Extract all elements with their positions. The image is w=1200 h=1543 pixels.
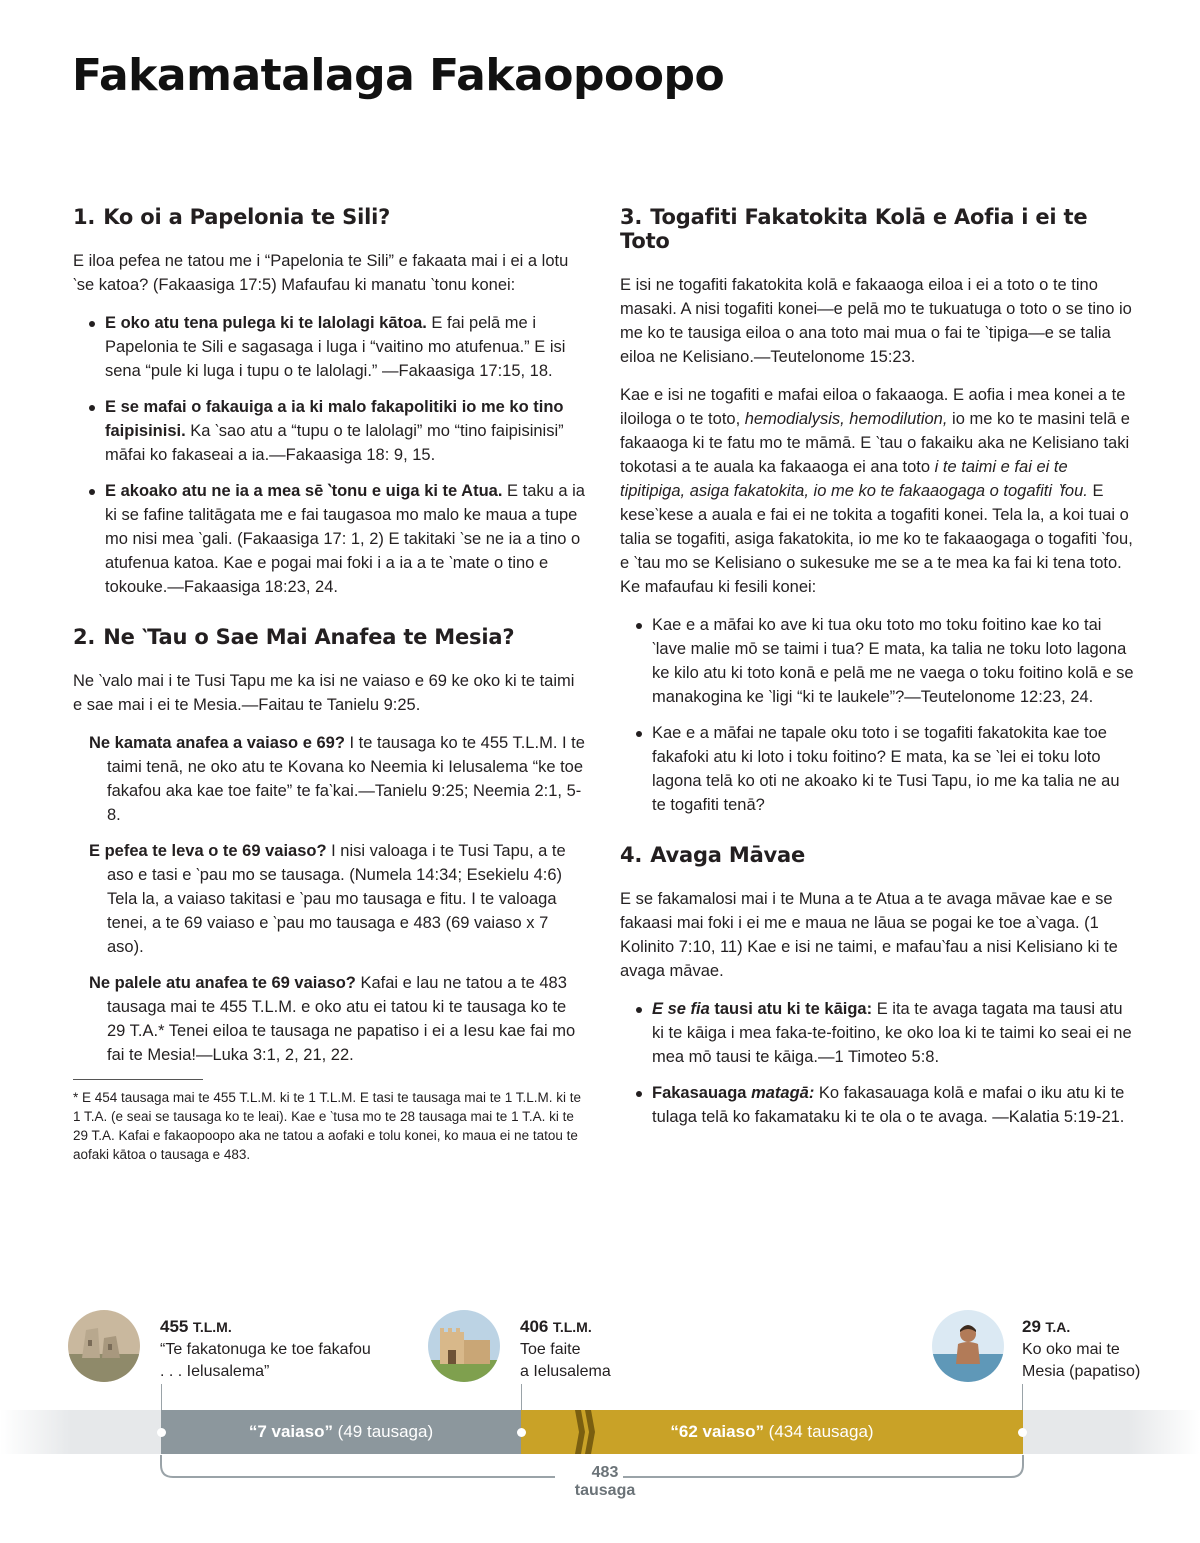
bullet-text: E ita te avaga tagata ma tausi atu ki te kāiga i mea faka-te-foitino, ke oko loa ki te taimi ko seai ei ne mea mō tausi te kāiga.—1 Timoteo 5:8. (652, 1000, 1132, 1066)
milestone-desc: . . . Ielusalema” (160, 1363, 270, 1380)
paragraph: E isi ne togafiti fakatokita kolā e fakaaoga eiloa i ei a toto o te tino masaki. A nisi togafiti konei—e pelā mo te tukuatuga o toto o se tino io me ko te tausiga eiloa o ana toto mai mua o fai te ‵tipiga—e se talia eiloa ne Kelisiano.—Teutelonome 15:23. (620, 276, 1132, 366)
bullet-list (620, 613, 1135, 817)
total-years (560, 1464, 650, 1500)
question-item (89, 971, 588, 1067)
bullet-lead: E se mafai o fakauiga a ia ki malo fakapolitiki io me ko tino faipisinisi. (105, 398, 564, 440)
milestone-406 (520, 1316, 611, 1383)
bullet-text: E taku a ia ki se fafine talitāgata me e fai taugasoa mo malo ke maua a tupe mo nisi mea ‵gali. (Fakaasiga 17: 1, 2) E takitaki ‵se ne ia a tino o atufenua katoa. Kae e pogai mai foki i a ia a te ‵mate o tino e tokouke.—Fakaasiga 18:23, 24. (105, 482, 585, 596)
question-block (73, 731, 588, 827)
milestone-desc: “Te fakatonuga ke toe fakafou (160, 1341, 371, 1358)
list-item: Kae e a māfai ko ave ki tua oku toto mo toku foitino kae ko tai ‵lave malie mō se taimi i tua? E mata, ka talia ne toku loto lagona ke kilo atu ki toto konā e pelā me ne vaega o toku foitino kolā e se manakogina ke ‵ligi “ki te laukele”?—Teutelonome 12:23, 24. (634, 613, 1135, 709)
milestone-era: T.L.M. (192, 1319, 232, 1335)
bullet-list (620, 997, 1135, 1129)
question-lead: Ne kamata anafea a vaiaso e 69? (89, 734, 345, 752)
question-lead: Ne palele atu anafea te 69 vaiaso? (89, 974, 356, 992)
paragraph (620, 383, 1135, 599)
milestone-desc: Toe faite (520, 1341, 581, 1358)
list-item (87, 479, 588, 599)
milestone-era: T.A. (1045, 1319, 1071, 1335)
italic-run: hemodialysis, hemodilution, (744, 410, 948, 428)
section-messiah (73, 625, 588, 1164)
prophecy-timeline (0, 1300, 1200, 1543)
list-item (87, 395, 588, 467)
section-number: 3. (620, 205, 643, 229)
text-run: Kae e isi ne togafiti e mafai eiloa o fakaaoga. E aofia i mea konei a te iloiloga o te toto, (620, 386, 1126, 428)
section-heading (73, 625, 588, 649)
text-run: io me ko te masini telā e fakaaoga ki te fatu mo te māmā. E ‵tau o fakaiku aka ne Kelisiano taki tokotasi a te auala ka fakaaoga ei ana toto (620, 410, 1130, 476)
text-run: E kese‵kese a auala e fai ei ne tokita a togafiti konei. Tela la, a koi tuai o talia se togafiti, asiga fakatokita, io me ko te fakaaogaga o togafiti ‵fou, e ‵tau mo se Kelisiano o sukesuke me se a te mea ka fai ki tena toto. Ke mafaufau ki fesili konei: (620, 482, 1133, 596)
milestone-year: 406 (520, 1317, 549, 1336)
answer-text: I te tausaga ko te 455 T.L.M. I te taimi tenā, ne oko atu te Kovana ko Neemia ki Ielusalema “ke toe fakafou aka kae toe faite” te fa‵kai.—Tanielu 9:25; Neemia 2:1, 5-8. (107, 734, 585, 824)
left-column (73, 205, 588, 1190)
section-heading (620, 843, 1135, 867)
total-number: 483 (591, 1464, 619, 1481)
list-item (634, 1081, 1135, 1129)
footnote: * E 454 tausaga mai te 455 T.L.M. ki te 1 T.L.M. E tasi te tausaga mai te 1 T.L.M. ki te 1 T.A. (e seai se tausaga ko te leai). Kae e ‵tusa mo te 28 tausaga mai te 1 T.A. ki te 29 T.A. Kafai e fakaopoopo aka ne tatou a aofaki e tolu konei, ko maua ei ne tatou te aofaki kātoa o tausaga e 483. (73, 1090, 582, 1162)
bullet-lead: tausi atu ki te kāiga: (709, 1000, 873, 1018)
milestone-desc: a Ielusalema (520, 1363, 611, 1380)
bullet-list (73, 311, 588, 599)
section-heading (73, 205, 588, 229)
segment-label: “7 vaiaso” (248, 1422, 333, 1441)
ruined-city-icon (68, 1310, 140, 1382)
question-item (89, 731, 588, 827)
answer-text: Kafai e lau ne tatou a te 483 tausaga mai te 455 T.L.M. e oko atu ei tatou ki te tausaga ko te 29 T.A.* Tenei eiloa te tausaga ne papatiso i ei a Iesu kae fai mo fai te Mesia!—Luka 3:1, 2, 21, 22. (107, 974, 576, 1064)
section-babylon (73, 205, 588, 599)
section-title: Ko oi a Papelonia te Sili? (103, 205, 391, 229)
right-column (620, 205, 1135, 1155)
list-item: Kae e a māfai ne tapale oku toto i se togafiti fakatokita kae toe fakafoki atu ki loto i toku foitino? E mata, ka se ‵lei ei toku loto lagona telā ko oti ne akoako ki te Tusi Tapu, io me ka talia ne au te togafiti tenā? (634, 721, 1135, 817)
answer-text: I nisi valoaga i te Tusi Tapu, a te aso e tasi e ‵pau mo se tausaga. (Numela 14:34; Esekielu 4:6) Tela la, a vaiaso takitasi e ‵pau mo tausaga e fitu. I te valoaga tenei, a te 69 vaiaso e ‵pau mo tausaga e 483 (69 vaiaso x 7 aso). (107, 842, 566, 956)
section-intro: E iloa pefea ne tatou me i “Papelonia te Sili” e fakaata mai i ei a lotu ‵se katoa? (Fakaasiga 17:5) Mafaufau ki manatu ‵tonu konei: (73, 252, 569, 294)
milestone-29 (1022, 1316, 1140, 1383)
timeline-dot (1018, 1428, 1027, 1437)
italic-run: i te taimi e fai ei te tipitipiga, asiga fakatokita, io me ko te fakaaogaga o togafiti ‵fou. (620, 458, 1088, 500)
section-title: Togafiti Fakatokita Kolā e Aofia i ei te Toto (620, 205, 1088, 253)
list-item (87, 311, 588, 383)
bullet-text: Ka ‵sao atu a “tupu o te lalolagi” mo “tino faipisinisi” māfai ko fakaseai a ia.—Fakaasiga 18: 9, 15. (105, 422, 564, 464)
total-unit: tausaga (574, 1482, 636, 1499)
milestone-455 (160, 1316, 371, 1383)
section-title: Avaga Māvae (650, 843, 806, 867)
segment-62-weeks (521, 1410, 1023, 1454)
bullet-lead-italic: matagā: (751, 1084, 815, 1102)
timeline-dot (157, 1428, 166, 1437)
segment-label: “62 vaiaso” (670, 1422, 764, 1441)
bullet-lead: E oko atu tena pulega ki te lalolagi kātoa. (105, 314, 427, 332)
section-blood (620, 205, 1135, 817)
milestone-year: 29 (1022, 1317, 1041, 1336)
section-title: Ne ‵Tau o Sae Mai Anafea te Mesia? (103, 625, 515, 649)
page-title: Fakamatalaga Fakaopoopo (72, 50, 725, 101)
bullet-text: E fai pelā me i Papelonia te Sili e sagasaga i luga i “vaitino mo atufenua.” E isi sena “pule ki luga i tupu o te lalolagi.” —Fakaasiga 17:15, 18. (105, 314, 566, 380)
timeline-dot (517, 1428, 526, 1437)
section-separation (620, 843, 1135, 1129)
footnote-divider (73, 1079, 203, 1080)
segment-sub: (49 tausaga) (332, 1422, 434, 1441)
milestone-desc: Mesia (papatiso) (1022, 1363, 1141, 1380)
timeline-tick (521, 1384, 522, 1410)
milestone-desc: Ko oko mai te (1022, 1341, 1120, 1358)
rebuilt-city-icon (428, 1310, 500, 1382)
question-block (73, 971, 588, 1067)
question-lead: E pefea te leva o te 69 vaiaso? (89, 842, 327, 860)
milestone-era: T.L.M. (552, 1319, 592, 1335)
milestone-year: 455 (160, 1317, 189, 1336)
question-block (73, 839, 588, 959)
section-intro: E se fakamalosi mai i te Muna a te Atua a te avaga māvae kae e se fakaasi mai foki i ei me e maua ne lāua se pogai ke toe a‵vaga. (1 Kolinito 7:10, 11) Kae e isi ne taimi, e mafau‵fau a nisi Kelisiano ki te avaga māvae. (620, 890, 1118, 980)
section-number: 2. (73, 625, 96, 649)
baptism-icon (932, 1310, 1004, 1382)
segment-sub: (434 tausaga) (763, 1422, 874, 1441)
section-intro: Ne ‵valo mai i te Tusi Tapu me ka isi ne vaiaso e 69 ke oko ki te taimi e sae mai i ei te Mesia.—Faitau te Tanielu 9:25. (73, 672, 575, 714)
section-number: 1. (73, 205, 96, 229)
bullet-lead: E akoako atu ne ia a mea sē ‵tonu e uiga ki te Atua. (105, 482, 503, 500)
segment-7-weeks (161, 1410, 521, 1454)
bullet-lead: Fakasauaga (652, 1084, 752, 1102)
list-item (634, 997, 1135, 1069)
timeline-tick (1022, 1384, 1023, 1410)
bullet-text: Ko fakasauaga kolā e mafai o iku atu ki te tulaga telā ko fakamataku ki te ola o te avaga. —Kalatia 5:19-21. (652, 1084, 1125, 1126)
timeline-tick (161, 1384, 162, 1410)
section-number: 4. (620, 843, 643, 867)
question-item (89, 839, 588, 959)
section-heading (620, 205, 1135, 253)
bullet-lead-italic: E se fia (652, 1000, 710, 1018)
